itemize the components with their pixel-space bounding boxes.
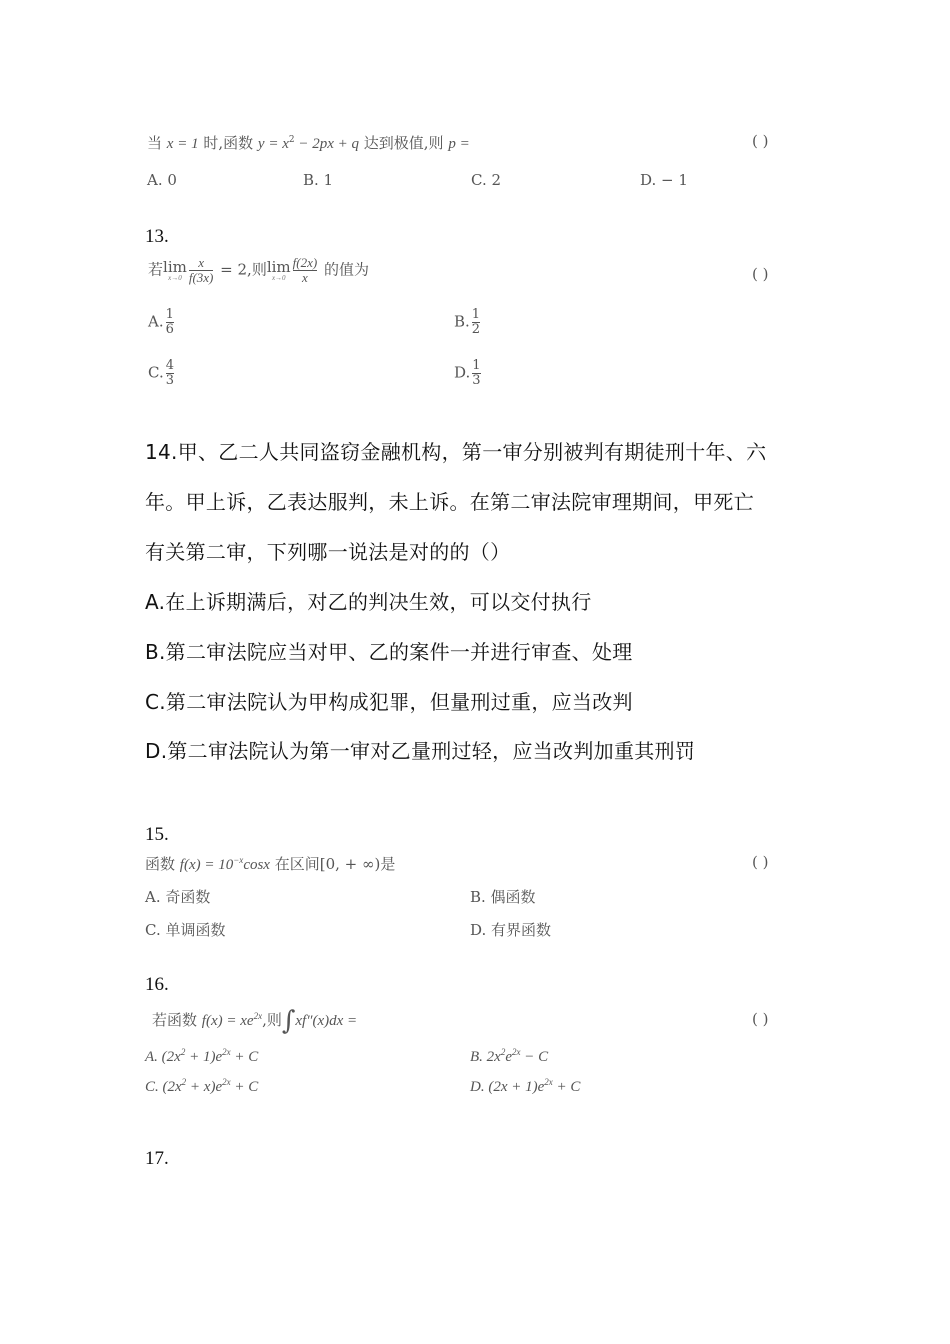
q13-option-d-frac (472, 359, 480, 388)
q13-option-b (454, 308, 482, 337)
q15-stem-func: f(x) = 10 (179, 857, 234, 873)
q16-stem-func: f(x) = xe (201, 1013, 254, 1029)
q13-lim-2-sub: x→0 (271, 273, 286, 282)
q13-frac-1-den: f(3x) (188, 270, 214, 285)
q16-option-a-exp2: 2x (222, 1047, 231, 1057)
q16-option-a-mid: + 1)e (185, 1049, 223, 1065)
q14-option-c: C.第二审法院认为甲构成犯罪，但量刑过重，应当改判 (145, 690, 633, 714)
q13-option-a-num: 1 (165, 307, 174, 322)
q17-number: 17. (145, 1148, 169, 1169)
q12-stem-suffix: 达到极值,则 (363, 134, 444, 152)
q13-lim-2 (266, 257, 291, 282)
q13-frac-2-den: x (302, 270, 308, 285)
q12-option-b: B. 1 (303, 171, 334, 189)
q13-number: 13. (145, 226, 169, 247)
q16-option-b (470, 1047, 548, 1066)
q13-option-d (454, 359, 483, 388)
q13-ruo: 若 (148, 260, 164, 279)
q12-function: y = x (257, 136, 289, 152)
q13-option-a (148, 308, 176, 337)
q13-lim-1-word: lim (163, 257, 187, 276)
q13-option-b-den: 2 (471, 322, 481, 337)
q14-line-3: 有关第二审，下列哪一说法是对的的（） (145, 540, 511, 564)
q14-option-a: A.在上诉期满后，对乙的判决生效，可以交付执行 (145, 590, 592, 614)
q13-option-a-frac (166, 308, 174, 337)
q16-answer-paren: ( ) (752, 1010, 769, 1028)
q13-option-b-label: B. (454, 312, 470, 331)
q13-lim-1-sub: x→0 (168, 273, 182, 282)
q13-option-b-num: 1 (471, 307, 481, 322)
q12-option-c: C. 2 (471, 171, 502, 189)
q15-stem-c: 在区间[0, + ∞)是 (274, 855, 396, 873)
q16-number: 16. (145, 974, 169, 995)
q15-stem-a: 函数 (145, 855, 176, 873)
q14-line-1: 14.甲、乙二人共同盗窃金融机构，第一审分别被判有期徒刑十年、六 (145, 440, 767, 464)
q15-answer-paren: ( ) (752, 853, 769, 871)
q13-lim-1 (163, 257, 187, 282)
q16-option-b-exp1: 2 (500, 1047, 506, 1057)
q12-stem-prefix: 当 (147, 134, 163, 152)
q13-option-d-num: 1 (472, 358, 481, 373)
q13-answer-paren: ( ) (752, 265, 769, 283)
q16-option-b-base: B. 2x (470, 1049, 501, 1065)
q15-number: 15. (145, 824, 169, 845)
q12-function-rest: − 2px + q (294, 136, 359, 152)
q12-option-a: A. 0 (147, 171, 177, 189)
q13-frac-1 (189, 256, 214, 285)
q16-option-c-exp1: 2 (181, 1077, 187, 1087)
q16-option-d-base: D. (2x + 1)e (470, 1079, 545, 1095)
q16-option-d-tail: + C (552, 1079, 581, 1095)
q16-option-c (145, 1077, 258, 1096)
q13-frac-2-num: f(2x) (292, 255, 318, 270)
q12-condition: x = 1 (166, 136, 199, 152)
q12-answer-paren: ( ) (752, 132, 769, 150)
q15-option-b: B. 偶函数 (470, 888, 536, 906)
q16-stem (152, 1006, 357, 1036)
q13-option-a-den: 6 (165, 322, 174, 337)
q16-option-a (145, 1047, 258, 1066)
q16-option-d (470, 1077, 580, 1096)
q15-option-d: D. 有界函数 (470, 921, 552, 939)
q13-option-c-frac (166, 359, 174, 388)
q12-var: p = (448, 136, 470, 152)
q13-frac-1-num: x (198, 255, 204, 270)
q16-stem-a: 若函数 (152, 1011, 198, 1029)
q16-option-a-base: A. (2x (145, 1049, 181, 1065)
q16-option-a-tail: + C (230, 1049, 259, 1065)
q16-option-c-base: C. (2x (145, 1079, 182, 1095)
q13-frac-2 (293, 256, 318, 285)
q15-stem-exp: −x (233, 855, 244, 865)
q16-option-c-exp2: 2x (222, 1077, 231, 1087)
q16-option-c-tail: + C (230, 1079, 259, 1095)
q16-option-b-exp2: 2x (512, 1047, 521, 1057)
q13-option-c-den: 3 (165, 373, 174, 388)
q16-stem-b: ,则 (262, 1011, 282, 1029)
q13-eq: = 2,则 (220, 260, 267, 279)
q16-integral-sign: ∫ (281, 1006, 296, 1036)
q13-suffix: 的值为 (323, 260, 369, 279)
q13-option-c (148, 359, 176, 388)
q16-stem-exp: 2x (253, 1011, 263, 1021)
q13-option-a-label: A. (148, 312, 164, 331)
q14-option-b: B.第二审法院应当对甲、乙的案件一并进行审查、处理 (145, 640, 633, 664)
q14-line-2: 年。甲上诉，乙表达服判，未上诉。在第二审法院审理期间，甲死亡 (145, 490, 754, 514)
q16-option-c-mid: + x)e (186, 1079, 223, 1095)
q12-stem (147, 132, 470, 153)
q13-option-c-label: C. (148, 363, 164, 382)
q16-option-d-exp2: 2x (544, 1077, 553, 1087)
q15-option-c: C. 单调函数 (145, 921, 226, 939)
q12-exp: 2 (288, 135, 295, 145)
q16-option-b-mid: e (505, 1049, 512, 1065)
q16-option-b-tail: − C (520, 1049, 549, 1065)
q12-stem-mid: 时,函数 (203, 134, 254, 152)
q16-option-a-exp1: 2 (180, 1047, 186, 1057)
q13-stem (148, 256, 369, 285)
q13-option-b-frac (472, 308, 480, 337)
q15-stem-b: cosx (243, 857, 270, 873)
q13-option-d-den: 3 (472, 373, 481, 388)
q14-option-d: D.第二审法院认为第一审对乙量刑过轻，应当改判加重其刑罚 (145, 739, 696, 763)
q15-stem (145, 853, 395, 874)
q13-lim-2-word: lim (266, 257, 291, 276)
q13-option-c-num: 4 (165, 358, 174, 373)
q12-option-d: D. − 1 (640, 171, 688, 189)
q15-option-a: A. 奇函数 (145, 888, 211, 906)
q16-stem-c: xf″(x)dx = (295, 1013, 358, 1029)
q13-option-d-label: D. (454, 363, 471, 382)
